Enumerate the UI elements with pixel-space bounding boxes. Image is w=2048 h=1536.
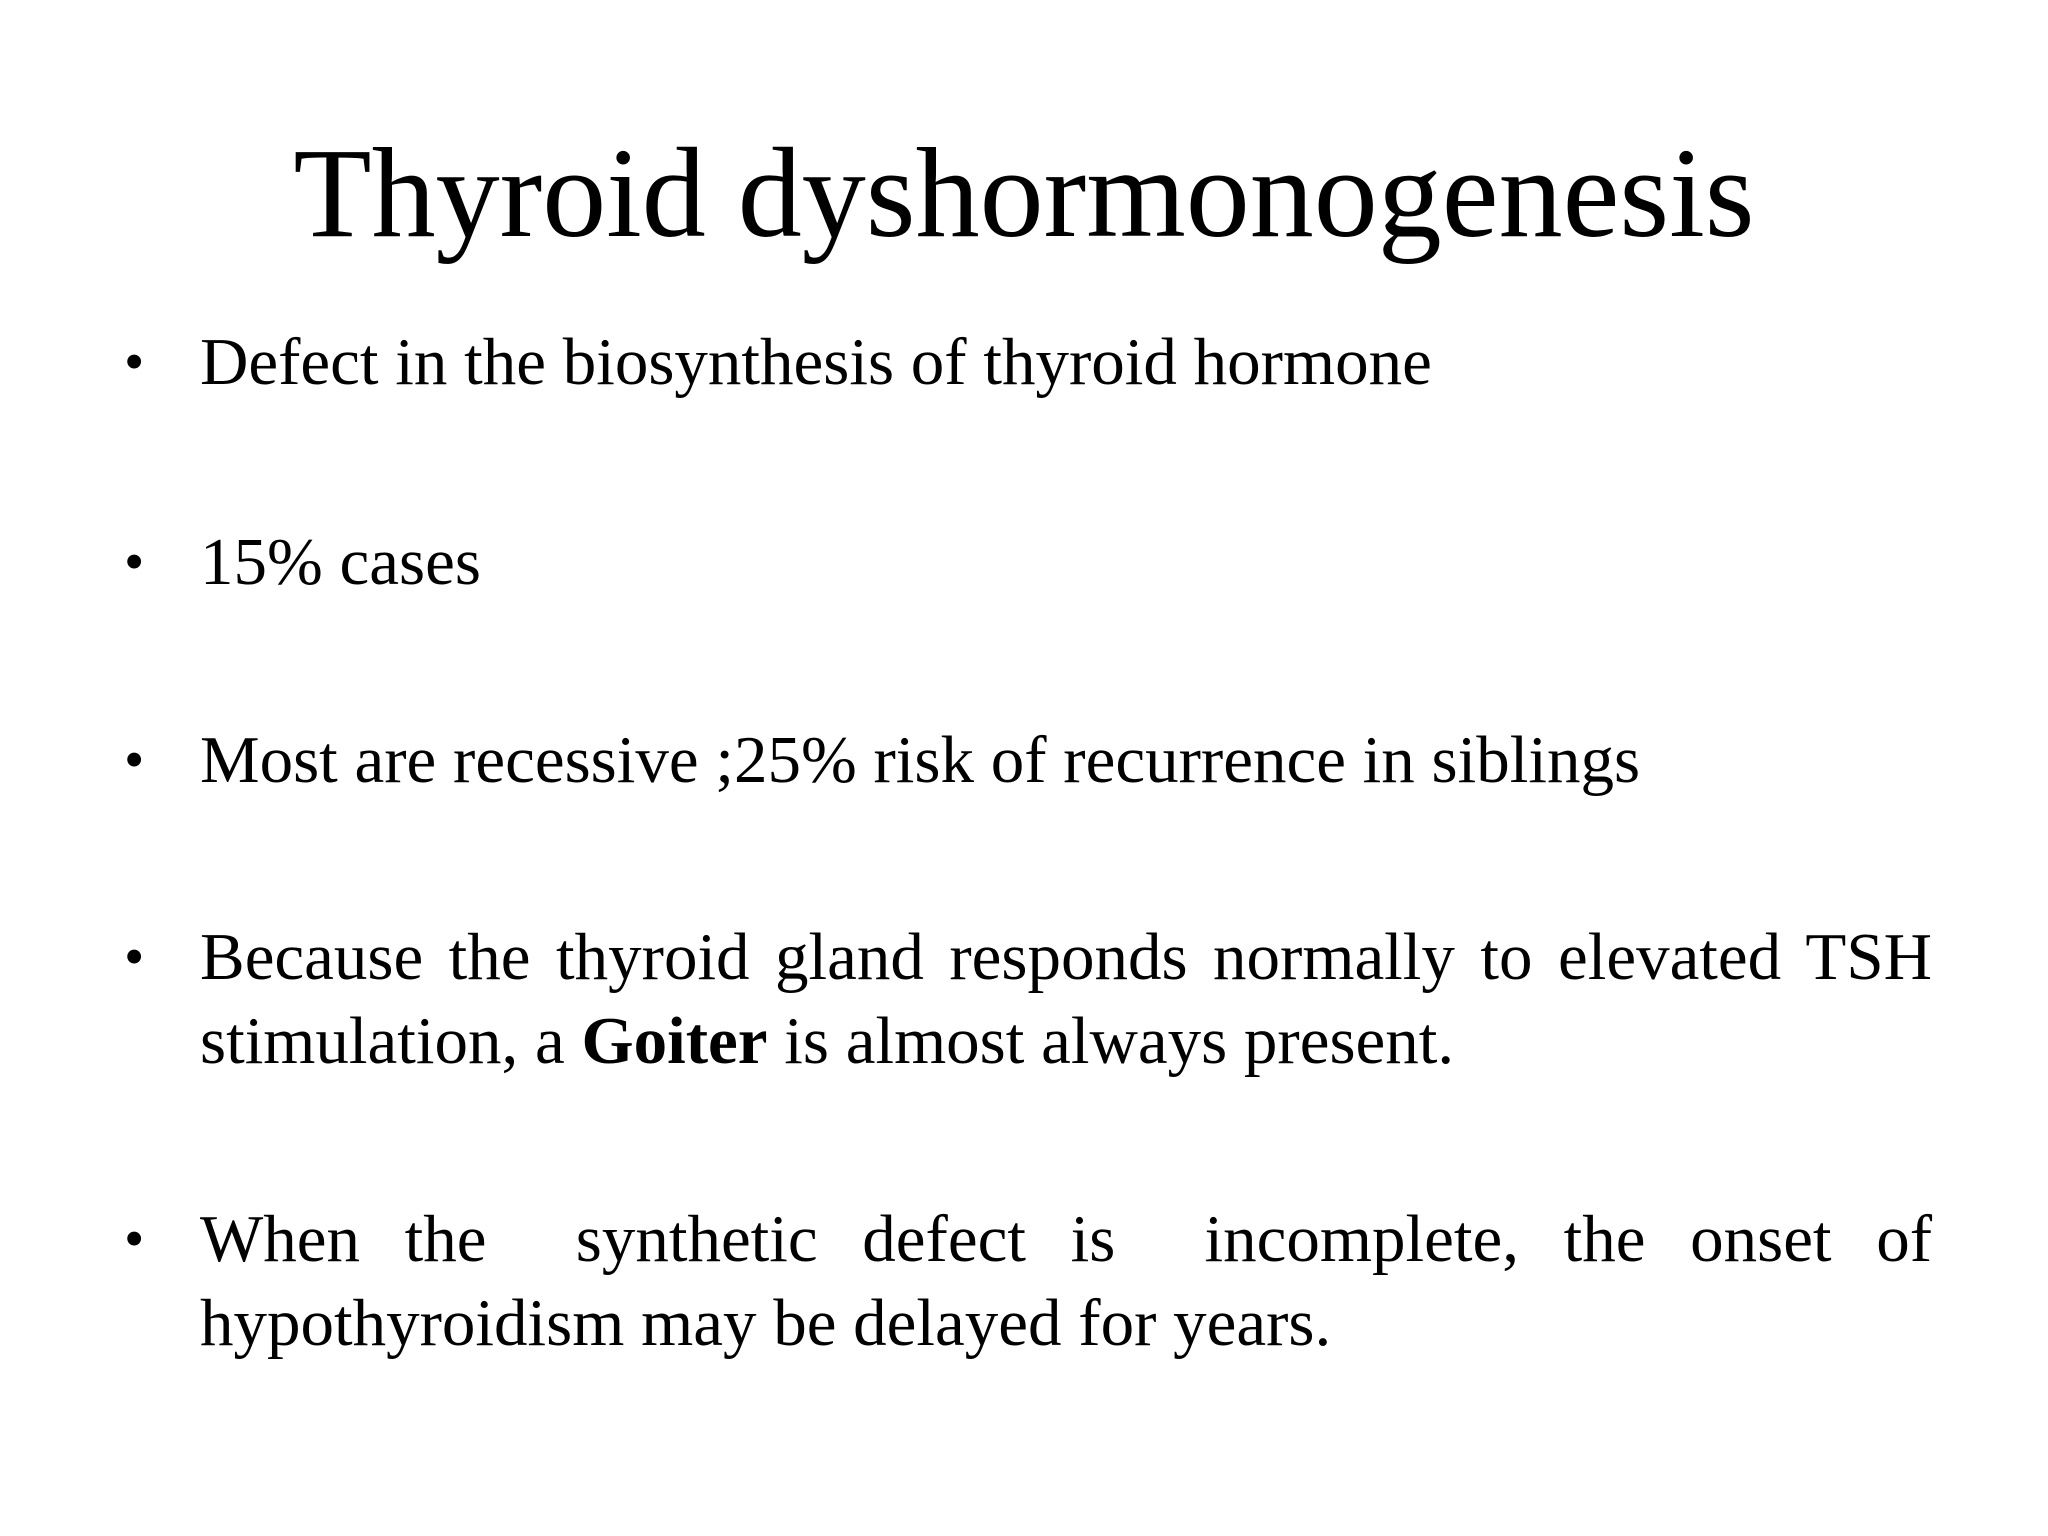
bullet-text-line-2: hypothyroidism may be delayed for years.: [200, 1286, 1332, 1360]
bullet-text-segment: stimulation, a: [200, 1004, 582, 1078]
bullet-icon: •: [124, 924, 145, 989]
bullet-icon: •: [124, 727, 145, 792]
bullet-text: Defect in the biosynthesis of thyroid hormone: [200, 325, 1432, 399]
bullet-text-segment: is almost always present.: [767, 1004, 1455, 1078]
bullet-text-line-1: When the synthetic defect is incomplete, the onset of: [200, 1202, 1932, 1276]
bullet-item: [124, 915, 1932, 1083]
bullet-text-line-2: [200, 999, 1932, 1083]
bullet-item: [124, 320, 1932, 404]
slide-title: Thyroid dyshormonogenesis: [293, 122, 1755, 264]
bullet-text: Most are recessive ;25% risk of recurrence in siblings: [200, 723, 1641, 797]
bullet-text: 15% cases: [200, 525, 481, 599]
bullet-text-line-1: Because the thyroid gland responds normally to elevated TSH: [200, 920, 1932, 994]
bullet-item: [124, 520, 1932, 604]
goiter-emphasis: Goiter: [581, 1004, 768, 1078]
bullet-item: [124, 1197, 1932, 1365]
bullet-icon: •: [124, 529, 145, 594]
bullet-item: [124, 718, 1932, 802]
bullet-icon: •: [124, 329, 145, 394]
bullet-icon: •: [124, 1206, 145, 1271]
